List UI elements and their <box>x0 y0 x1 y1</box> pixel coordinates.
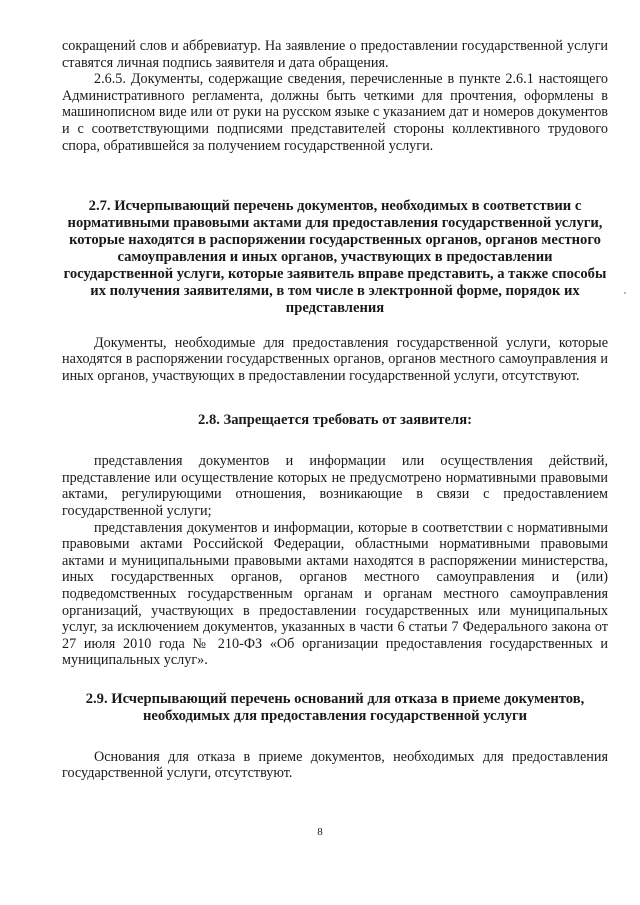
paragraph-2-6-5: 2.6.5. Документы, содержащие сведения, перечисленные в пункте 2.6.1 настоящего Административного регламента, должны быть четкими для прочтения, оформлены в машинописном виде или от руки на русском языке с указанием дат и номеров документов и с соответствующими подписями представителей стороны коллективного трудового спора, обратившейся за получением государственной услуги. <box>62 71 608 154</box>
heading-2-9: 2.9. Исчерпывающий перечень оснований для отказа в приеме документов, необходимых для предоставления государственной услуги <box>85 690 585 724</box>
paragraph-2-8-2: представления документов и информации, которые в соответствии с нормативными правовыми актами Российской Федерации, областными нормативными правовыми актами и муниципальными правовыми актами находятся в распоряжении министерства, иных государственных органов, органов местного самоуправления и (или) подведомственных государственным органам и органам местного самоуправления организаций, участвующих в предоставлении государственных или муниципальных услуг, за исключением документов, указанных в части 6 статьи 7 Федерального закона от 27 июля 2010 года № 210-ФЗ «Об организации предоставления государственных и муниципальных услуг». <box>62 519 608 669</box>
document-page <box>62 38 608 782</box>
paragraph-2-8-1: представления документов и информации или осуществления действий, представление или осуществление которых не предусмотрено нормативными правовыми актами, регулирующими отношения, возникающие в связи с предоставлением государственной услуги; <box>62 453 608 519</box>
paragraph-continuation: сокращений слов и аббревиатур. На заявление о предоставлении государственной услуги ставятся личная подпись заявителя и дата обращения. <box>62 38 608 71</box>
heading-2-8: 2.8. Запрещается требовать от заявителя: <box>198 412 472 429</box>
paragraph-2-9: Основания для отказа в приеме документов, необходимых для предоставления государственной услуги, отсутствуют. <box>62 748 608 782</box>
paragraph-2-7: Документы, необходимые для предоставления государственной услуги, которые находятся в распоряжении государственных органов, органов местного самоуправления и иных органов, участвующих в предоставлении государственной услуги, отсутствуют. <box>62 334 608 384</box>
margin-speck <box>624 292 626 294</box>
heading-2-7: 2.7. Исчерпывающий перечень документов, необходимых в соответствии с нормативными правовыми актами для предоставления государственной услуги, которые находятся в распоряжении государственных органов, органов местного самоуправления и иных органов, участвующих в предоставлении государственной услуги, которые заявитель вправе представить, а также способы их получения заявителями, в том числе в электронной форме, порядок их представления <box>63 198 607 316</box>
page-number: 8 <box>317 826 323 838</box>
